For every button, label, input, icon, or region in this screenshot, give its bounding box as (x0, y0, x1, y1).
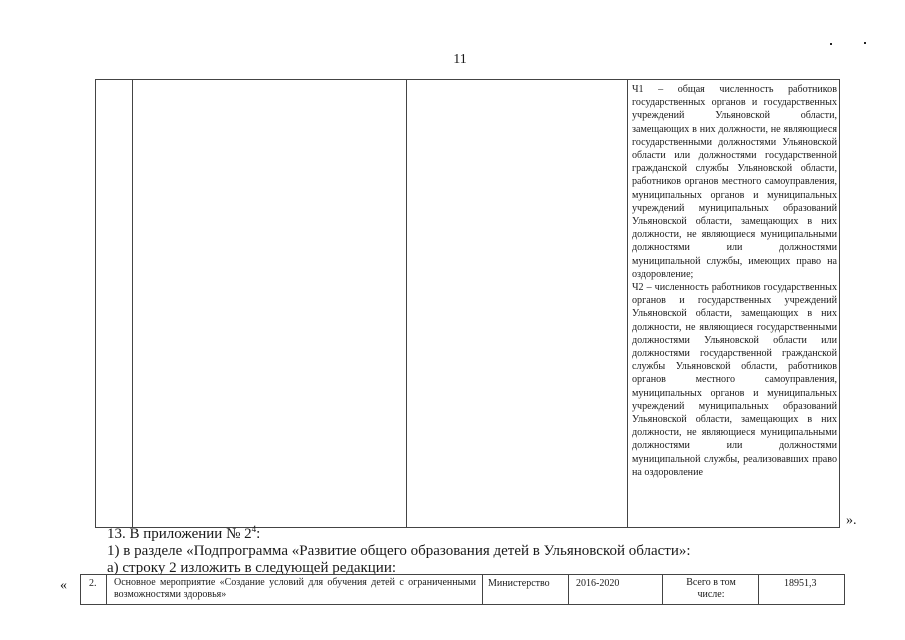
row-number: 2. (89, 578, 97, 589)
row-executor: Министерство (488, 578, 550, 589)
ch1-definition: Ч1 – общая численность работников государственных органов и государственных учреждений Ульяновской области, замещающих в них должности, не являющиеся государственными должностями Ульяновской области или должностями государственной гражданской службы Ульяновской области, работников органов местного самоуправления, муниципальных органов и муниципальных учреждений муниципальных образований Ульяновской области, замещающих в них должности, не являющиеся муниципальными должностями или должностями муниципальной службы, имеющих право на оздоровление; (632, 84, 837, 280)
item-13-colon: : (256, 526, 261, 542)
ch2-definition: Ч2 – численность работников государственных органов и государственных учреждений Ульяновской области, замещающих в них должности, не являющиеся государственными должностями Ульяновской области или должностями государственной гражданской службы Ульяновской области, работников органов местного самоуправления, муниципальных органов и муниципальных учреждений муниципальных образований Ульяновской области, замещающих в них должности, не являющиеся муниципальными должностями или должностями муниципальной службы, реализовавших право на оздоровление (632, 282, 837, 478)
column-divider (758, 575, 759, 604)
page-number: 11 (453, 52, 467, 67)
corner-mark (830, 43, 832, 45)
column-divider (132, 80, 133, 527)
continuation-table (95, 79, 840, 528)
row-amount: 18951,3 (784, 578, 817, 589)
column-divider (406, 80, 407, 527)
subitem-1: 1) в разделе «Подпрограмма «Развитие общего образования детей в Ульяновской области»: (107, 543, 691, 559)
column-divider (482, 575, 483, 604)
closing-quote: ». (846, 513, 857, 528)
column-divider (106, 575, 107, 604)
item-13-superscript: 4 (251, 524, 257, 534)
replacement-row-table (80, 574, 845, 605)
column-divider (627, 80, 628, 527)
column-divider (662, 575, 663, 604)
item-13-text: 13. В приложении № 2 (107, 526, 252, 542)
row-name: Основное мероприятие «Создание условий для обучения детей с ограниченными возможностями здоровья» (114, 577, 476, 600)
column-divider (568, 575, 569, 604)
subitem-a: а) строку 2 изложить в следующей редакции: (107, 560, 397, 576)
opening-quote: « (60, 578, 67, 593)
item-13 (107, 524, 260, 543)
row-years: 2016-2020 (576, 578, 620, 589)
corner-mark (864, 42, 866, 44)
row-total-label: Всего в том числе: (686, 577, 736, 600)
formula-description-cell (632, 83, 837, 479)
